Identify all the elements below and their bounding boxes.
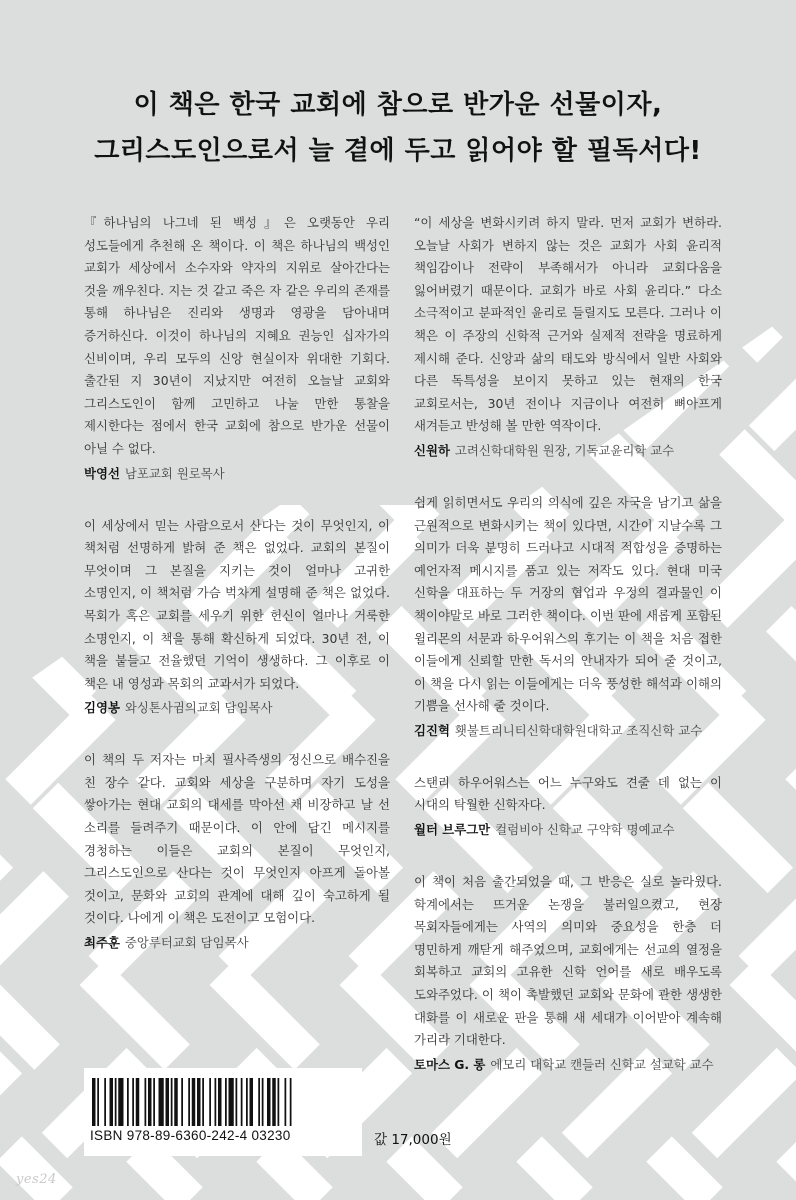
review-author [414, 819, 722, 841]
reviewer-role: 횃불트리니티신학대학원대학교 조직신학 교수 [454, 722, 703, 738]
review-text: 『하나님의 나그네 된 백성』은 오랫동안 우리 성도들에게 추천해 온 책이다. 이 책은 하나님의 백성인 교회가 세상에서 소수자와 약자의 지위로 살아간다는 것을 깨우친다. 지는 것 같고 죽은 자 같은 우리의 존재를 통해 하나님은 진리와 생명과 영광을 담아내며 증거하신다. 이것이 하나님의 지혜요 권능인 십자가의 신비이며, 우리 모두의 신앙 현실이자 위대한 기회다. 출간된 지 30년이 지났지만 여전히 오늘날 교회와 그리스도인이 함께 고민하고 나눌 만한 통찰을 제시한다는 점에서 한국 교회에 참으로 반가운 선물이 아닐 수 없다. [84, 215, 390, 456]
review-author [414, 720, 722, 742]
review [414, 212, 722, 462]
headline-line-1: 이 책은 한국 교회에 참으로 반가운 선물이자, [133, 90, 663, 120]
review-text: 이 책이 처음 출간되었을 때, 그 반응은 실로 놀라웠다. 학계에서는 뜨거운 논쟁을 불러일으켰고, 현장 목회자들에게는 사역의 의미와 중요성을 한층 더 명민하게 깨닫게 해주었으며, 교회에게는 선교의 열정을 회복하고 교회의 고유한 신학 언어를 새로 배우도록 도와주었다. 이 책이 촉발했던 교회와 문화에 관한 생생한 대화를 이 새로운 판을 통해 새 세대가 이어받아 계속해 가리라 기대한다. [414, 874, 722, 1048]
reviewer-name: 월터 브루그만 [414, 822, 491, 838]
reviewer-role: 에모리 대학교 캔들러 신학교 설교학 교수 [490, 1056, 714, 1072]
headline-line-2: 그리스도인으로서 늘 곁에 두고 읽어야 할 필독서다! [94, 136, 702, 166]
reviews-right-column [414, 212, 722, 1106]
review [414, 871, 722, 1076]
review-text: 스탠리 하우어워스는 어느 누구와도 견줄 데 없는 이 시대의 탁월한 신학자다. [414, 774, 722, 813]
reviewer-name: 김진혁 [414, 722, 450, 738]
reviewer-role: 고려신학대학원 원장, 기독교윤리학 교수 [454, 442, 675, 458]
review-author [84, 463, 390, 485]
review-author [84, 932, 390, 954]
reviewer-name: 신원하 [414, 442, 450, 458]
reviewer-role: 컬럼비아 신학교 구약학 명예교수 [495, 822, 675, 838]
reviewer-name: 김영봉 [84, 700, 120, 716]
reviewer-name: 최주훈 [84, 935, 120, 951]
review-author [414, 440, 722, 462]
price: 값 17,000원 [374, 1132, 452, 1148]
reviewer-role: 중앙루터교회 담임목사 [124, 935, 249, 951]
review-text: 이 책의 두 저자는 마치 필사즉생의 정신으로 배수진을 친 장수 같다. 교회와 세상을 구분하며 자기 도성을 쌓아가는 현대 교회의 대세를 막아선 채 비장하고 날 선 소리를 들려주기 때문이다. 이 안에 담긴 메시지를 경청하는 이들은 교회의 본질이 무엇인지, 그리스도인으로 산다는 것이 무엇인지 아프게 돌아볼 것이고, 문화와 교회의 관계에 대해 깊이 숙고하게 될 것이다. 나에게 이 책은 도전이고 모험이다. [84, 752, 390, 926]
reviewer-name: 박영선 [84, 465, 120, 481]
review [84, 212, 390, 485]
review-text: “이 세상을 변화시키려 하지 말라. 먼저 교회가 변하라. 오늘날 사회가 변하지 않는 것은 교회가 사회 윤리적 책임감이나 전략이 부족해서가 아니라 교회다움을 잃어버렸기 때문이다. 교회가 바로 사회 윤리다.” 다소 소극적이고 분파적인 윤리로 들릴지도 모른다. 그러나 이 책은 이 주장의 신학적 근거와 실제적 전략을 명료하게 제시해 준다. 신앙과 삶의 태도와 방식에서 일반 사회와 다른 독특성을 보이지 못하고 있는 현재의 한국 교회로서는, 30년 전이나 지금이나 여전히 뼈아프게 새겨듣고 반성해 볼 만한 역작이다. [414, 215, 722, 434]
barcode [92, 1078, 354, 1126]
review [84, 515, 390, 720]
review-text: 이 세상에서 믿는 사람으로서 산다는 것이 무엇인지, 이 책처럼 선명하게 밝혀 준 책은 없었다. 교회의 본질이 무엇이며 그 본질을 지키는 것이 얼마나 고귀한 소명인지, 이 책처럼 가슴 벅차게 설명해 준 책은 없었다. 목회가 혹은 교회를 세우기 위한 헌신이 얼마나 거룩한 소명인지, 이 책을 통해 확신하게 되었다. 30년 전, 이 책을 붙들고 전율했던 기억이 생생하다. 그 이후로 이 책은 내 영성과 목회의 교과서가 되었다. [84, 517, 390, 691]
isbn-number: ISBN 978-89-6360-242-4 03230 [90, 1128, 291, 1143]
review [84, 749, 390, 954]
review [414, 772, 722, 841]
headline [0, 82, 796, 174]
reviews-left-column [84, 212, 390, 984]
review-author [414, 1054, 722, 1076]
reviewer-name: 토마스 G. 롱 [414, 1056, 486, 1072]
barcode-box [84, 1068, 362, 1156]
review [414, 492, 722, 742]
review-author [84, 697, 390, 719]
watermark: yes24 [16, 1172, 57, 1187]
reviewer-role: 와싱톤사귐의교회 담임목사 [124, 700, 273, 716]
reviewer-role: 남포교회 원로목사 [124, 465, 225, 481]
review-text: 쉽게 읽히면서도 우리의 의식에 깊은 자국을 남기고 삶을 근원적으로 변화시키는 책이 있다면, 시간이 지날수록 그 의미가 더욱 분명히 드러나고 시대적 적합성을 증명하는 예언자적 메시지를 품고 있는 저작도 있다. 현대 미국 신학을 대표하는 두 거장의 협업과 우정의 결과물인 이 책이야말로 바로 그러한 책이다. 이번 판에 새롭게 포함된 윌리몬의 서문과 하우어워스의 후기는 이 책을 처음 접한 이들에게 신뢰할 만한 독서의 안내자가 되어 줄 것이고, 이 책을 다시 읽는 이들에게는 더욱 풍성한 해석과 이해의 기쁨을 선사해 줄 것이다. [414, 494, 722, 714]
